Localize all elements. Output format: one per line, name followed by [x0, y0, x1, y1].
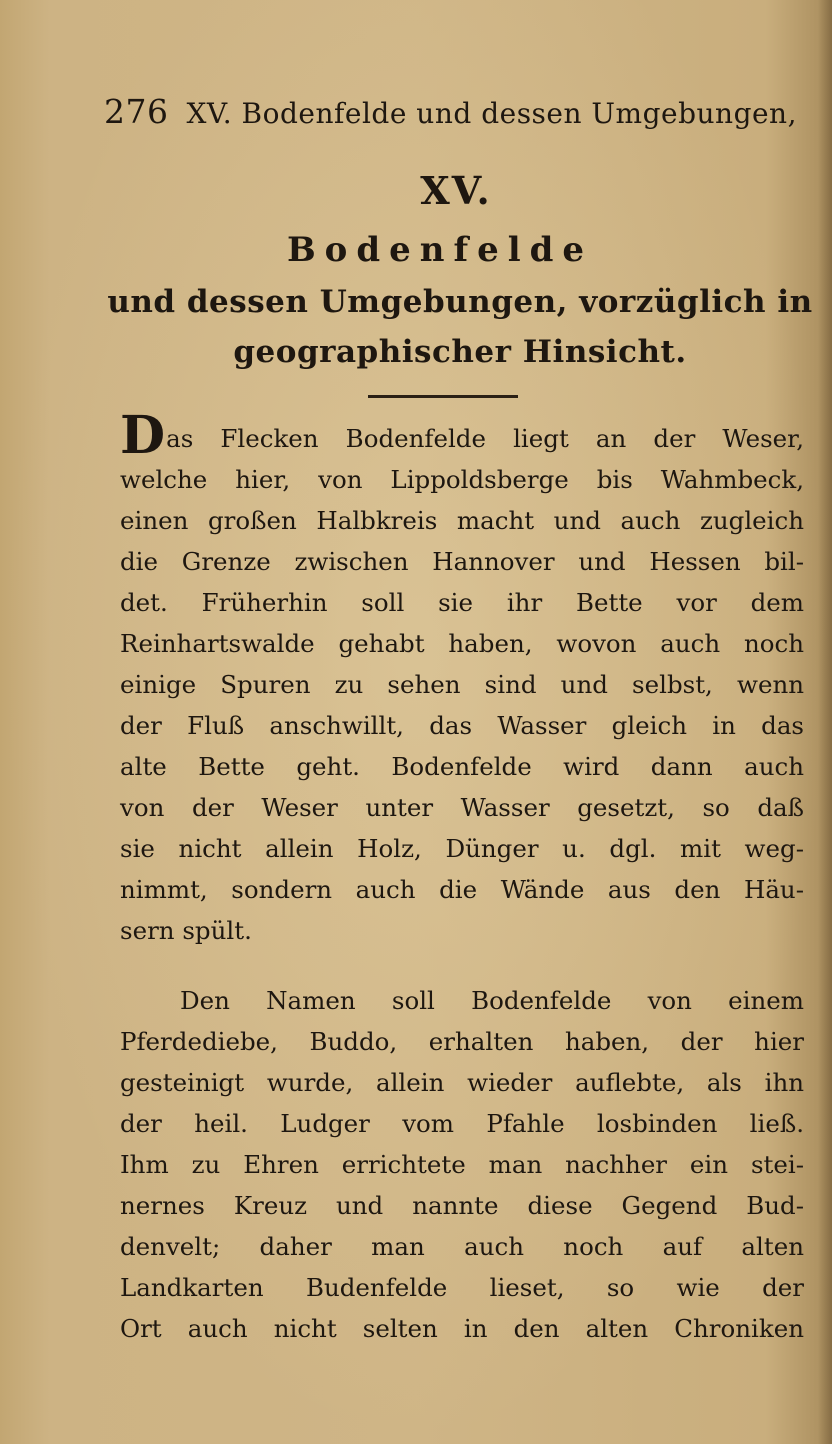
text-line: sie nicht allein Holz, Dünger u. dgl. mit weg- — [120, 834, 804, 863]
title-divider-rule — [368, 395, 518, 398]
text-line: det. Früherhin soll sie ihr Bette vor dem — [120, 588, 804, 617]
paragraph-1 — [120, 405, 804, 951]
text-line: einen großen Halbkreis macht und auch zugleich — [120, 506, 804, 535]
page-edge-shadow — [818, 0, 832, 1444]
text-line: Landkarten Budenfelde lieset, so wie der — [120, 1273, 804, 1302]
page-number: 276 — [104, 92, 169, 131]
text-line: Ihm zu Ehren errichtete man nachher ein stei- — [120, 1150, 804, 1179]
text-line: die Grenze zwischen Hannover und Hessen bil- — [120, 547, 804, 576]
running-head-title: XV. Bodenfelde und dessen Umgebungen, — [186, 97, 797, 130]
chapter-title-line-2: und dessen Umgebungen, vorzüglich in — [107, 284, 813, 320]
chapter-number: XV. — [420, 168, 492, 213]
text-line: Pferdediebe, Buddo, erhalten haben, der hier — [120, 1027, 804, 1056]
text-line: Den Namen soll Bodenfelde von einem — [180, 986, 804, 1015]
paragraph-2 — [120, 980, 804, 1349]
text-line: von der Weser unter Wasser gesetzt, so daß — [120, 793, 804, 822]
text-line: denvelt; daher man auch noch auf alten — [120, 1232, 804, 1261]
running-head — [104, 92, 797, 131]
text-line: Das Flecken Bodenfelde liegt an der Weser, — [120, 405, 804, 466]
text-line: alte Bette geht. Bodenfelde wird dann auch — [120, 752, 804, 781]
text-line: nernes Kreuz und nannte diese Gegend Bud- — [120, 1191, 804, 1220]
text-line: der heil. Ludger vom Pfahle losbinden ließ. — [120, 1109, 804, 1138]
text-line: gesteinigt wurde, allein wieder auflebte, als ihn — [120, 1068, 804, 1097]
text-line: der Fluß anschwillt, das Wasser gleich in das — [120, 711, 804, 740]
text-line: nimmt, sondern auch die Wände aus den Häu- — [120, 875, 804, 904]
drop-capital: D — [120, 405, 166, 466]
text-line: sern spült. — [120, 916, 252, 945]
text-line: einige Spuren zu sehen sind und selbst, wenn — [120, 670, 804, 699]
text-line: Ort auch nicht selten in den alten Chroniken — [120, 1314, 804, 1343]
chapter-title-line-1: Bodenfelde — [286, 230, 594, 270]
chapter-title-line-3: geographischer Hinsicht. — [233, 334, 687, 370]
text-line: Reinhartswalde gehabt haben, wovon auch noch — [120, 629, 804, 658]
text-line: welche hier, von Lippoldsberge bis Wahmbeck, — [120, 465, 804, 494]
